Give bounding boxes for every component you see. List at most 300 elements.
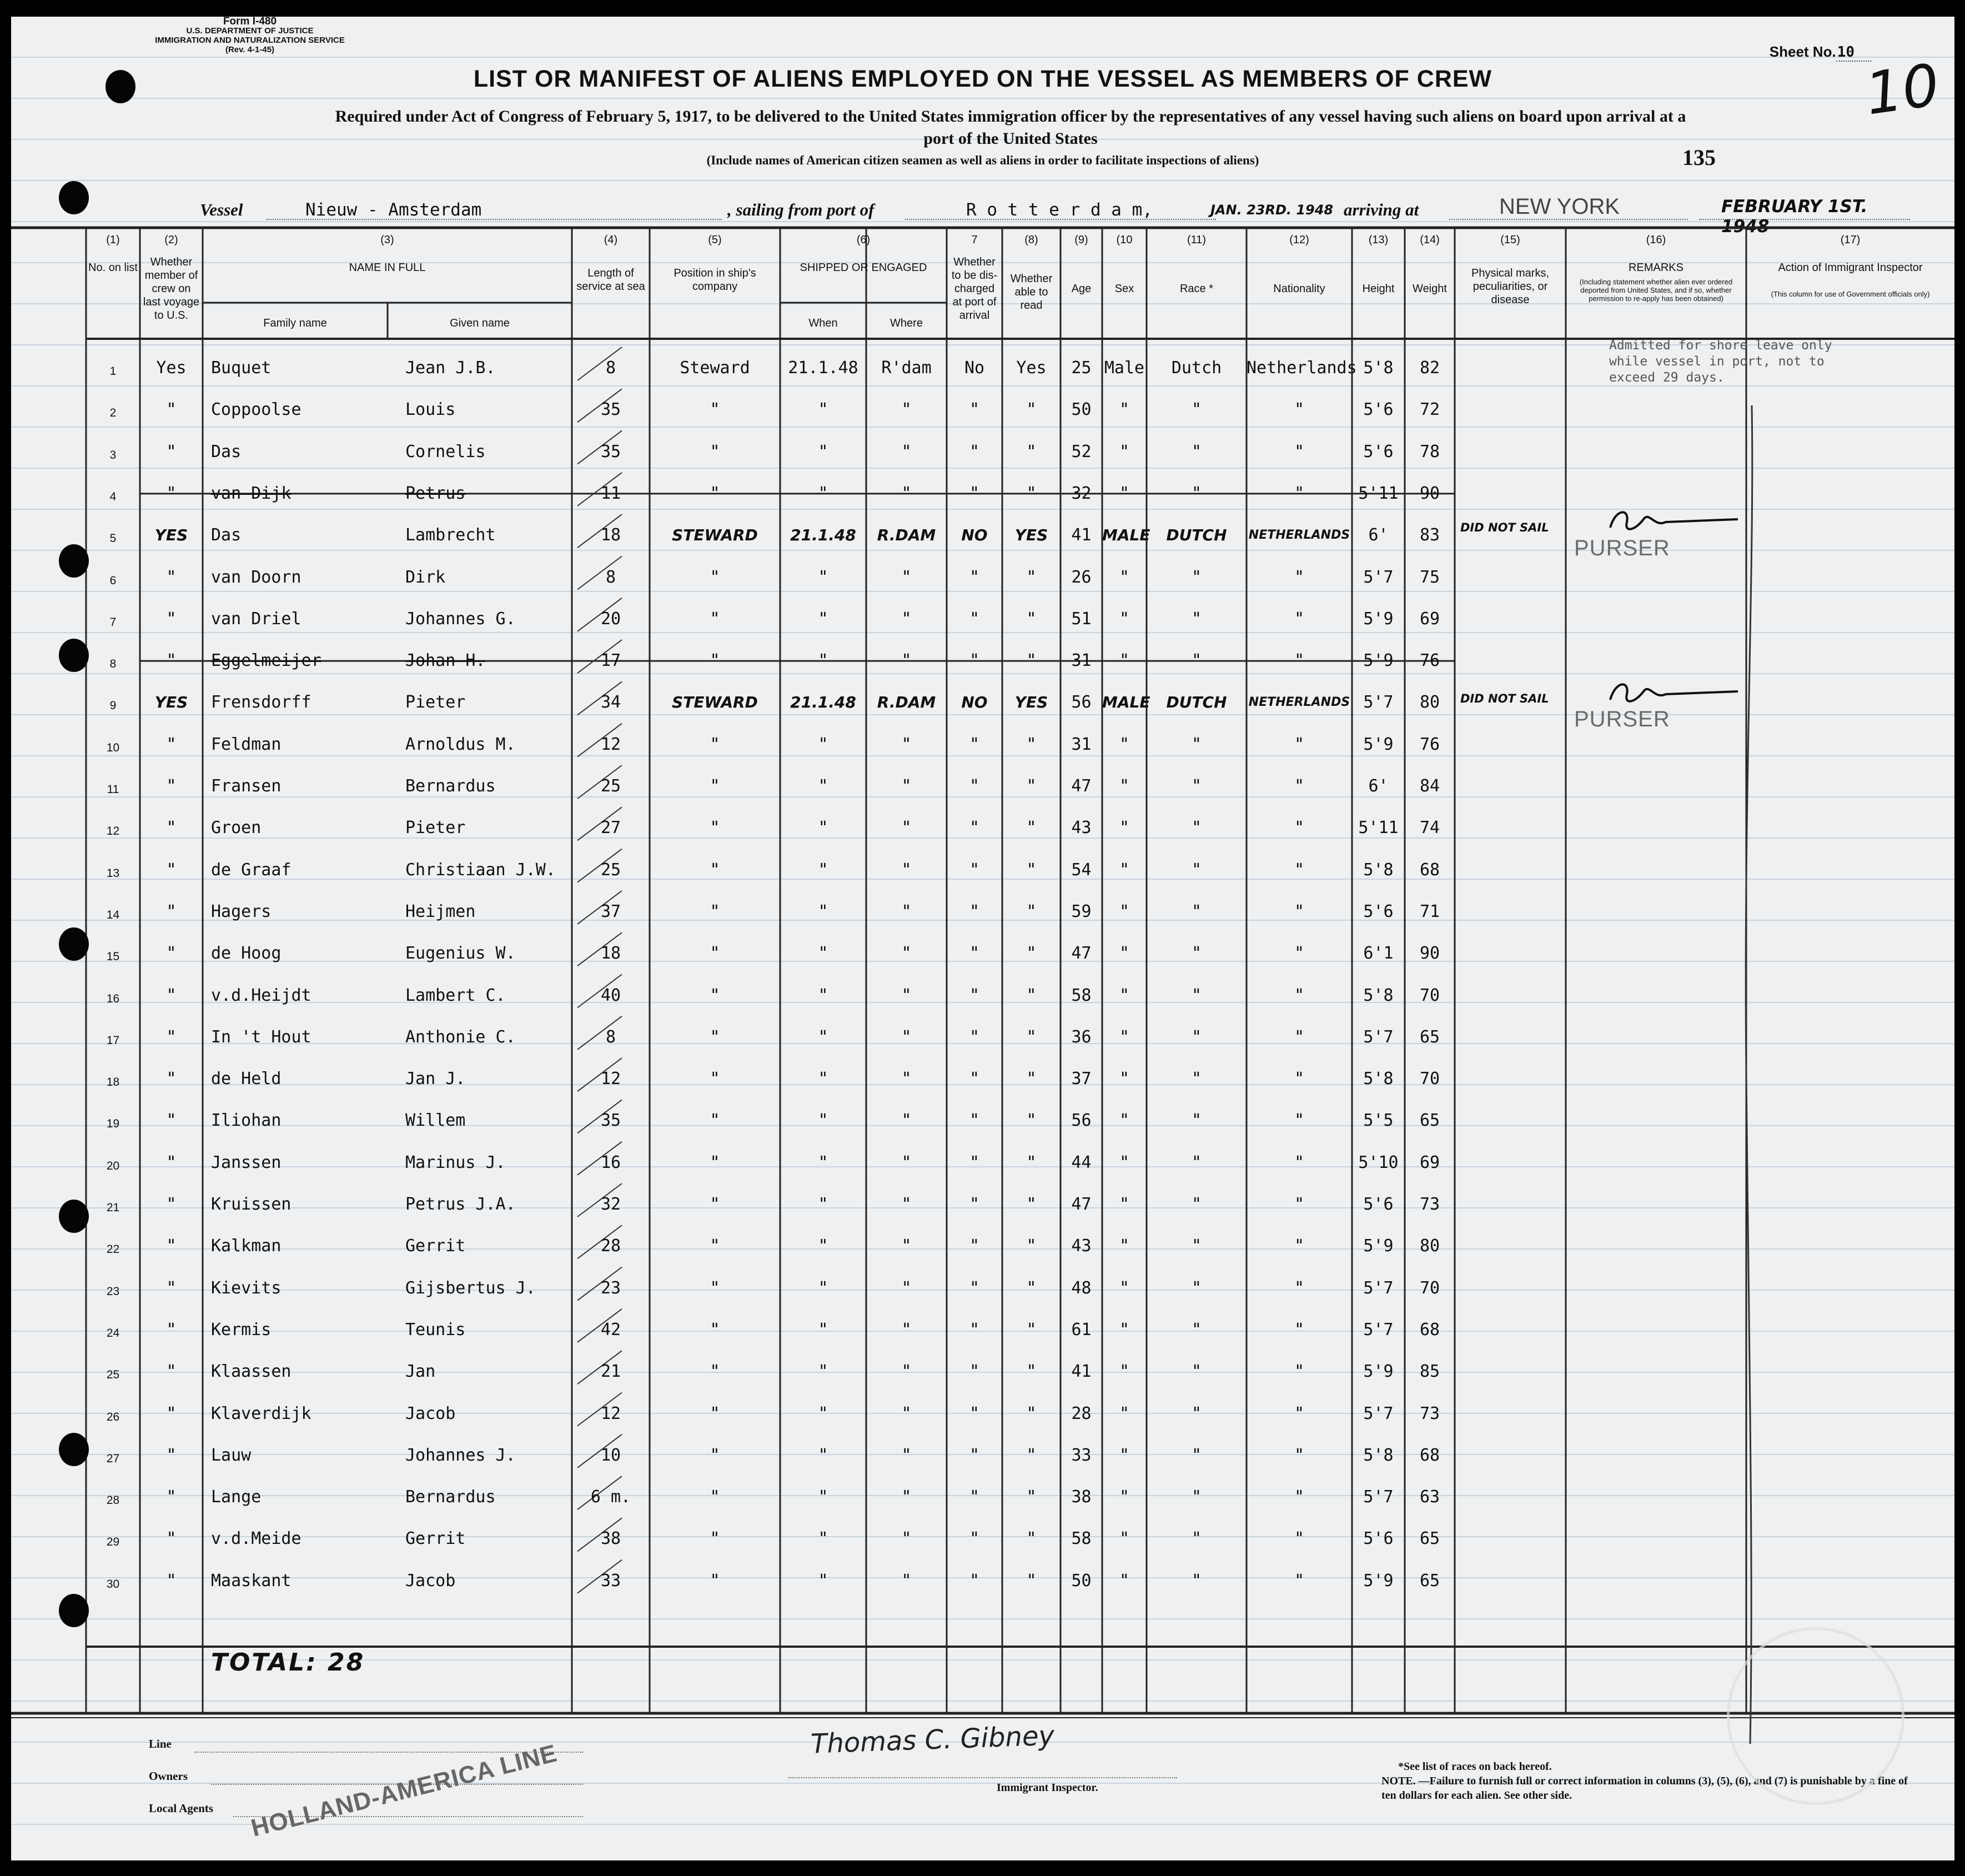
cell-race: ": [1191, 734, 1202, 754]
cell-sex: ": [1119, 860, 1130, 880]
subtitle-line: port of the United States: [923, 129, 1098, 148]
cell-family: van Dijk: [211, 483, 292, 503]
cell-dis: ": [969, 985, 980, 1005]
cell-family: Das: [211, 442, 242, 462]
purser-signature: [1605, 678, 1743, 711]
cell-given: Johannes G.: [405, 609, 516, 629]
header-c11-num: (11): [1187, 234, 1207, 246]
cell-ht: 5'7: [1363, 693, 1394, 713]
cell-no: 29: [106, 1536, 120, 1549]
cell-read: ": [1026, 483, 1037, 503]
cell-nat: ": [1294, 1571, 1305, 1591]
cell-race: ": [1191, 776, 1202, 796]
cell-where: ": [901, 567, 912, 587]
cell-last: ": [166, 1403, 177, 1423]
header-c17-label: Action of Immigrant Inspector: [1778, 262, 1923, 274]
cell-no: 5: [109, 532, 117, 545]
cell-where: ": [901, 1236, 912, 1256]
cell-dis: ": [969, 1529, 980, 1549]
cell-nat: ": [1294, 901, 1305, 921]
cell-ht: 5'6: [1363, 1195, 1394, 1214]
page-title: LIST OR MANIFEST OF ALIENS EMPLOYED ON THE VESSEL AS MEMBERS OF CREW: [473, 66, 1492, 92]
cell-len: 32: [600, 1195, 621, 1214]
cell-read: ": [1026, 1571, 1037, 1591]
cell-nat: ": [1294, 1445, 1305, 1465]
cell-no: 19: [106, 1117, 120, 1131]
cell-len: 42: [600, 1320, 621, 1340]
cell-last: ": [166, 1027, 177, 1047]
header-c14-label: Weight: [1413, 283, 1447, 295]
subtitle-note: (Include names of American citizen seamen as well as aliens in order to facilitate inspections of aliens): [706, 153, 1259, 167]
cell-pos: ": [710, 400, 720, 420]
cell-where: R'dam: [881, 358, 932, 378]
cell-wt: 90: [1419, 944, 1440, 964]
cell-dis: No: [964, 358, 985, 378]
cell-dis: ": [969, 776, 980, 796]
cell-sex: ": [1119, 776, 1130, 796]
cell-race: ": [1191, 1487, 1202, 1507]
cell-age: 52: [1071, 442, 1092, 462]
cell-age: 31: [1071, 734, 1092, 754]
cell-where: ": [901, 1403, 912, 1423]
cell-sex: ": [1119, 1571, 1130, 1591]
cell-sex: ": [1119, 1403, 1130, 1423]
cell-when: ": [818, 651, 828, 671]
cell-read: Yes: [1016, 358, 1047, 378]
cell-last: ": [166, 1236, 177, 1256]
cell-pos: ": [710, 818, 720, 838]
cell-dis: ": [969, 1571, 980, 1591]
cell-where: ": [901, 776, 912, 796]
header-c12-num: (12): [1289, 234, 1309, 246]
cell-read: ": [1026, 734, 1037, 754]
subtitle: [150, 106, 1871, 150]
purser-stamp: PURSER: [1574, 707, 1670, 731]
cell-family: Maaskant: [211, 1571, 292, 1591]
cell-dis: ": [969, 818, 980, 838]
cell-sex: ": [1119, 483, 1130, 503]
cell-pos: ": [710, 1445, 720, 1465]
cell-no: 25: [106, 1368, 120, 1382]
cell-sex: ": [1119, 1069, 1130, 1089]
cell-nat: NETHERLANDS: [1248, 528, 1350, 543]
header-c7-num: 7: [971, 234, 978, 246]
cell-wt: 65: [1419, 1571, 1440, 1591]
cell-when: ": [818, 1152, 828, 1172]
arrival-port: NEW YORK: [1499, 194, 1620, 219]
cell-sex: ": [1119, 1152, 1130, 1172]
stamp-number: 135: [1682, 145, 1716, 170]
cell-pos: ": [710, 1320, 720, 1340]
cell-len: 27: [600, 818, 621, 838]
cell-race: Dutch: [1171, 358, 1222, 378]
cell-no: 27: [106, 1452, 120, 1465]
cell-dis: ": [969, 567, 980, 587]
cell-age: 36: [1071, 1027, 1092, 1047]
cell-given: Bernardus: [405, 776, 496, 796]
header-c4-num: (4): [604, 234, 618, 246]
cell-wt: 76: [1419, 734, 1440, 754]
header-where: Where: [890, 317, 923, 329]
cell-given: Pieter: [405, 693, 466, 713]
cell-read: ": [1026, 1027, 1037, 1047]
cell-given: Lambert C.: [405, 985, 506, 1005]
cell-age: 51: [1071, 609, 1092, 629]
cell-nat: ": [1294, 1487, 1305, 1507]
cell-pos: ": [710, 1152, 720, 1172]
cell-given: Jean J.B.: [405, 358, 496, 378]
cell-read: YES: [1014, 693, 1048, 712]
footer-line-label: Line: [149, 1737, 172, 1750]
header-c16-note: (Including statement whether alien ever ordered deported from United States, and if so, whether permission to re-apply has been obtained): [1579, 278, 1733, 303]
cell-where: ": [901, 985, 912, 1005]
cell-read: ": [1026, 442, 1037, 462]
header-c6-num: (6): [856, 234, 871, 246]
cell-len: 12: [600, 734, 621, 754]
cell-ht: 5'9: [1363, 1362, 1394, 1382]
cell-given: Jacob: [405, 1403, 456, 1423]
punch-hole: [59, 927, 89, 961]
header-c8-label: Whether able to read: [1010, 273, 1053, 312]
cell-sex: ": [1119, 818, 1130, 838]
inspector-label: Immigrant Inspector.: [997, 1782, 1098, 1794]
cell-given: Petrus J.A.: [405, 1195, 516, 1214]
cell-len: 16: [600, 1152, 621, 1172]
cell-race: ": [1191, 860, 1202, 880]
cell-read: ": [1026, 985, 1037, 1005]
cell-read: YES: [1014, 526, 1048, 545]
cell-family: de Hoog: [211, 944, 282, 964]
cell-nat: ": [1294, 1195, 1305, 1214]
cell-given: Jacob: [405, 1571, 456, 1591]
header-c2-label: Whether member of crew on last voyage to U.S.: [143, 256, 200, 322]
cell-race: ": [1191, 651, 1202, 671]
cell-dis: ": [969, 1487, 980, 1507]
cell-sex: ": [1119, 1487, 1130, 1507]
cell-nat: Netherlands: [1247, 358, 1357, 378]
cell-wt: 70: [1419, 1278, 1440, 1298]
cell-read: ": [1026, 1445, 1037, 1465]
cell-race: ": [1191, 1069, 1202, 1089]
header-c10-num: (10: [1116, 234, 1133, 246]
punch-hole: [59, 181, 89, 214]
cell-wt: 71: [1419, 901, 1440, 921]
cell-when: ": [818, 1320, 828, 1340]
cell-given: Dirk: [405, 567, 446, 587]
inspector-mark-line: [1738, 405, 1760, 1749]
cell-wt: 68: [1419, 1445, 1440, 1465]
cell-read: ": [1026, 901, 1037, 921]
corner-page-number: 10: [1861, 51, 1943, 128]
cell-nat: NETHERLANDS: [1248, 695, 1350, 710]
cell-sex: ": [1119, 1195, 1130, 1214]
cell-last: ": [166, 1571, 177, 1591]
cell-nat: ": [1294, 1152, 1305, 1172]
official-seal: [1727, 1627, 1904, 1805]
cell-dis: ": [969, 1403, 980, 1423]
form-revision: (Rev. 4-1-45): [225, 45, 275, 54]
cell-age: 37: [1071, 1069, 1092, 1089]
cell-given: Louis: [405, 400, 456, 420]
cell-dis: ": [969, 734, 980, 754]
punch-hole: [59, 1433, 89, 1466]
cell-pos: STEWARD: [672, 526, 758, 545]
cell-read: ": [1026, 860, 1037, 880]
cell-where: ": [901, 1278, 912, 1298]
cell-wt: 68: [1419, 1320, 1440, 1340]
cell-family: van Driel: [211, 609, 301, 629]
cell-race: ": [1191, 1529, 1202, 1549]
cell-last: ": [166, 1152, 177, 1172]
cell-family: Buquet: [211, 358, 272, 378]
cell-len: 25: [600, 860, 621, 880]
cell-when: ": [818, 1362, 828, 1382]
footer-agents-label: Local Agents: [149, 1802, 214, 1815]
cell-read: ": [1026, 1069, 1037, 1089]
cell-nat: ": [1294, 818, 1305, 838]
cell-nat: ": [1294, 1320, 1305, 1340]
cell-dis: ": [969, 1069, 980, 1089]
cell-sex: ": [1119, 442, 1130, 462]
cell-family: Janssen: [211, 1152, 282, 1172]
cell-no: 10: [106, 741, 120, 754]
footer-owners-label: Owners: [149, 1769, 188, 1783]
cell-last: ": [166, 1362, 177, 1382]
cell-ht: 5'6: [1363, 901, 1394, 921]
cell-family: Hagers: [211, 901, 272, 921]
cell-last: ": [166, 483, 177, 503]
cell-when: 21.1.48: [788, 358, 858, 378]
cell-family: Kermis: [211, 1320, 272, 1340]
cell-given: Johan H.: [405, 651, 486, 671]
cell-last: ": [166, 442, 177, 462]
cell-ht: 5'9: [1363, 1571, 1394, 1591]
cell-race: ": [1191, 1236, 1202, 1256]
cell-len: 10: [600, 1445, 621, 1465]
cell-when: 21.1.48: [790, 693, 856, 712]
cell-given: Willem: [405, 1111, 466, 1131]
cell-nat: ": [1294, 400, 1305, 420]
vessel-line: [178, 194, 1910, 237]
cell-when: ": [818, 567, 828, 587]
cell-age: 25: [1071, 358, 1092, 378]
cell-race: ": [1191, 944, 1202, 964]
cell-where: ": [901, 483, 912, 503]
cell-no: 23: [106, 1285, 120, 1298]
cell-ht: 6': [1368, 776, 1389, 796]
cell-age: 56: [1071, 1111, 1092, 1131]
cell-ht: 5'10: [1358, 1152, 1399, 1172]
cell-pos: ": [710, 609, 720, 629]
cell-family: v.d.Meide: [211, 1529, 301, 1549]
cell-when: ": [818, 1111, 828, 1131]
cell-wt: 69: [1419, 609, 1440, 629]
remarks-shore-leave: Admitted for shore leave only while vessel in port, not to exceed 29 days.: [1609, 338, 1832, 385]
sailing-date: JAN. 23RD. 1948: [1210, 202, 1334, 218]
cell-age: 61: [1071, 1320, 1092, 1340]
cell-wt: 63: [1419, 1487, 1440, 1507]
cell-family: Feldman: [211, 734, 282, 754]
inspector-signature: Thomas C. Gibney: [810, 1720, 1055, 1760]
cell-pos: ": [710, 1236, 720, 1256]
cell-no: 24: [106, 1326, 120, 1340]
cell-where: ": [901, 1111, 912, 1131]
total-count: TOTAL: 28: [211, 1648, 365, 1677]
cell-read: ": [1026, 1236, 1037, 1256]
cell-where: ": [901, 901, 912, 921]
cell-race: ": [1191, 1195, 1202, 1214]
cell-where: ": [901, 1320, 912, 1340]
cell-read: ": [1026, 944, 1037, 964]
cell-no: 3: [109, 448, 117, 462]
cell-pos: ": [710, 483, 720, 503]
cell-wt: 70: [1419, 985, 1440, 1005]
cell-race: ": [1191, 442, 1202, 462]
cell-len: 40: [600, 985, 621, 1005]
cell-wt: 68: [1419, 860, 1440, 880]
cell-dis: ": [969, 400, 980, 420]
cell-given: Petrus: [405, 483, 466, 503]
cell-when: ": [818, 442, 828, 462]
cell-given: Cornelis: [405, 442, 486, 462]
cell-where: ": [901, 651, 912, 671]
cell-last: ": [166, 1195, 177, 1214]
vessel-name: Nieuw - Amsterdam: [305, 200, 482, 220]
cell-sex: ": [1119, 901, 1130, 921]
cell-sex: ": [1119, 1111, 1130, 1131]
cell-nat: ": [1294, 776, 1305, 796]
cell-dis: ": [969, 1111, 980, 1131]
cell-ht: 5'8: [1363, 1069, 1394, 1089]
cell-dis: ": [969, 901, 980, 921]
cell-pos: ": [710, 1111, 720, 1131]
cell-read: ": [1026, 1152, 1037, 1172]
cell-sex: ": [1119, 1529, 1130, 1549]
header-c1-label: No. on list: [88, 262, 138, 274]
cell-when: 21.1.48: [790, 526, 856, 545]
cell-age: 26: [1071, 567, 1092, 587]
cell-age: 50: [1071, 1571, 1092, 1591]
header-c7-label: Whether to be dis-charged at port of arrival: [951, 256, 998, 322]
cell-sex: ": [1119, 1320, 1130, 1340]
cell-ht: 5'8: [1363, 358, 1394, 378]
cell-pos: ": [710, 651, 720, 671]
sheet-number-label: Sheet No.: [1769, 43, 1836, 60]
cell-when: ": [818, 609, 828, 629]
cell-sex: MALE: [1102, 693, 1150, 712]
cell-len: 17: [600, 651, 621, 671]
cell-age: 33: [1071, 1445, 1092, 1465]
cell-family: Klaverdijk: [211, 1403, 311, 1423]
cell-sex: ": [1119, 400, 1130, 420]
cell-read: ": [1026, 1320, 1037, 1340]
cell-len: 20: [600, 609, 621, 629]
header-c15-num: (15): [1500, 234, 1520, 246]
cell-read: ": [1026, 1487, 1037, 1507]
cell-ht: 6': [1368, 525, 1389, 545]
cell-when: ": [818, 1195, 828, 1214]
cell-race: ": [1191, 1445, 1202, 1465]
header-c5-num: (5): [708, 234, 722, 246]
cell-family: Groen: [211, 818, 262, 838]
cell-given: Gerrit: [405, 1236, 466, 1256]
cell-dis: NO: [961, 526, 988, 545]
cell-pos: Steward: [680, 358, 750, 378]
cell-race: ": [1191, 1152, 1202, 1172]
cell-read: ": [1026, 609, 1037, 629]
cell-pos: ": [710, 1487, 720, 1507]
cell-nat: ": [1294, 734, 1305, 754]
cell-last: YES: [154, 526, 188, 545]
cell-sex: ": [1119, 1445, 1130, 1465]
header-c17-num: (17): [1840, 234, 1861, 246]
cell-nat: ": [1294, 860, 1305, 880]
cell-wt: 83: [1419, 525, 1440, 545]
cell-given: Pieter: [405, 818, 466, 838]
cell-pos: ": [710, 860, 720, 880]
cell-no: 16: [106, 992, 120, 1005]
cell-len: 11: [600, 483, 621, 503]
cell-wt: 72: [1419, 400, 1440, 420]
cell-family: Lauw: [211, 1445, 252, 1465]
cell-when: ": [818, 1487, 828, 1507]
header-c8-num: (8): [1024, 234, 1038, 246]
cell-family: de Graaf: [211, 860, 292, 880]
cell-given: Johannes J.: [405, 1445, 516, 1465]
cell-when: ": [818, 483, 828, 503]
cell-race: ": [1191, 818, 1202, 838]
cell-pos: ": [710, 1571, 720, 1591]
cell-age: 54: [1071, 860, 1092, 880]
cell-when: ": [818, 1278, 828, 1298]
cell-read: ": [1026, 818, 1037, 838]
header-c14-num: (14): [1420, 234, 1440, 246]
cell-len: 12: [600, 1403, 621, 1423]
cell-len: 18: [600, 525, 621, 545]
cell-dis: ": [969, 442, 980, 462]
manifest-sheet: [11, 17, 1954, 1860]
cell-where: ": [901, 1362, 912, 1382]
header-c12-label: Nationality: [1273, 283, 1325, 295]
sailing-label: , sailing from port of: [727, 200, 875, 219]
header-c3-num: (3): [380, 234, 394, 246]
cell-last: ": [166, 860, 177, 880]
cell-where: R.DAM: [877, 526, 936, 545]
cell-wt: 78: [1419, 442, 1440, 462]
header-c13-label: Height: [1362, 283, 1395, 295]
cell-dis: ": [969, 1236, 980, 1256]
cell-where: ": [901, 860, 912, 880]
cell-sex: MALE: [1102, 526, 1150, 545]
cell-when: ": [818, 1027, 828, 1047]
cell-read: ": [1026, 1362, 1037, 1382]
cell-given: Jan J.: [405, 1069, 466, 1089]
cell-no: 30: [106, 1577, 120, 1591]
cell-sex: ": [1119, 985, 1130, 1005]
cell-pos: ": [710, 1403, 720, 1423]
cell-ht: 5'7: [1363, 1320, 1394, 1340]
cell-ht: 5'5: [1363, 1111, 1394, 1131]
cell-family: Das: [211, 525, 242, 545]
cell-sex: ": [1119, 1362, 1130, 1382]
cell-ht: 5'8: [1363, 1445, 1394, 1465]
cell-wt: 73: [1419, 1195, 1440, 1214]
punch-hole: [59, 1594, 89, 1627]
cell-where: ": [901, 1195, 912, 1214]
cell-where: ": [901, 944, 912, 964]
cell-len: 23: [600, 1278, 621, 1298]
cell-ht: 5'6: [1363, 442, 1394, 462]
